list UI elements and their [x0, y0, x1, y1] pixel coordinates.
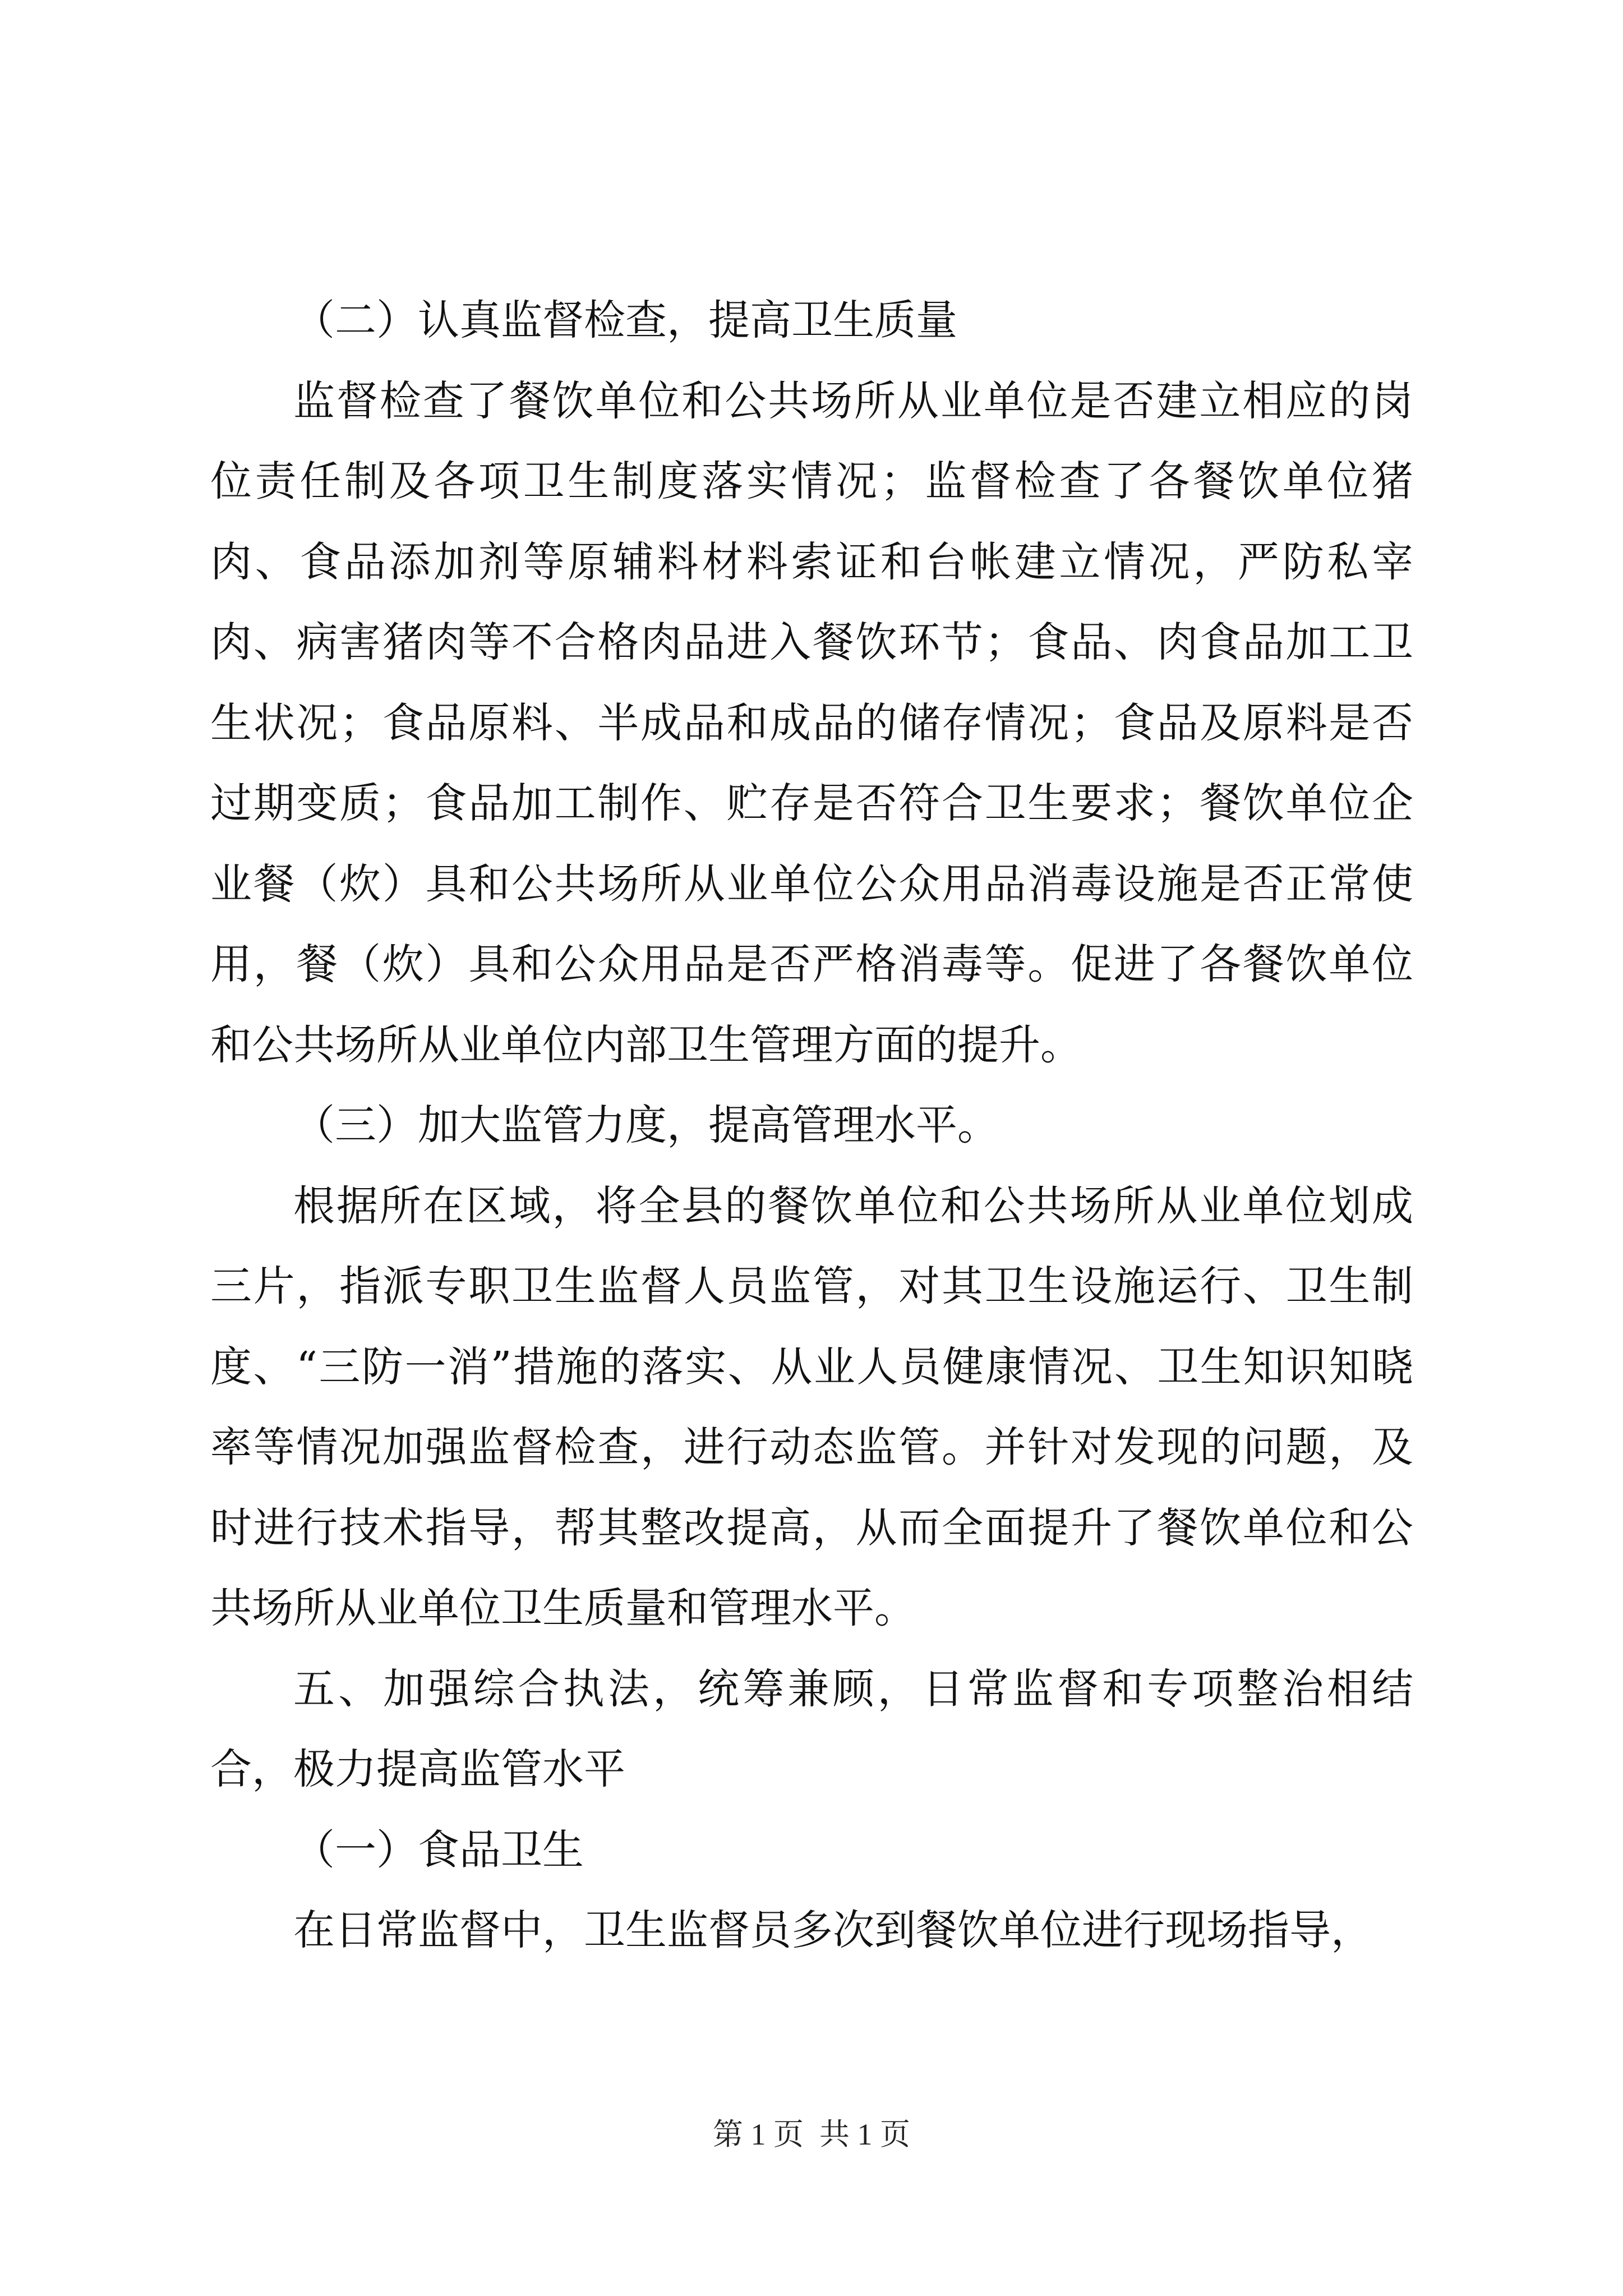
page-number: 第 1 页 [713, 2118, 804, 2151]
body-paragraph-supervision: 根据所在区域，将全县的餐饮单位和公共场所从业单位划成三片，指派专职卫生监督人员监管，对其卫生设施运行、卫生制度、“三防一消”措施的落实、从业人员健康情况、卫生知识知晓率等情况加强监督检查，进行动态监管。并针对发现的问题，及时进行技术指导，帮其整改提高，从而全面提升了餐饮单位和公共场所从业单位卫生质量和管理水平。 [210, 1181, 1413, 1632]
page-total: 共 1 页 [819, 2118, 910, 2151]
page-footer [0, 2115, 1623, 2154]
section-heading-3: （三）加大监管力度，提高管理水平。 [293, 1101, 999, 1149]
body-paragraph-daily-supervision: 在日常监督中，卫生监督员多次到餐饮单位进行现场指导， [293, 1906, 1372, 1954]
section-heading-2: （二）认真监督检查，提高卫生质量 [293, 296, 957, 344]
body-paragraph-inspection: 监督检查了餐饮单位和公共场所从业单位是否建立相应的岗位责任制及各项卫生制度落实情况；监督检查了各餐饮单位猪肉、食品添加剂等原辅料材料索证和台帐建立情况，严防私宰肉、病害猪肉等不合格肉品进入餐饮环节；食品、肉食品加工卫生状况；食品原料、半成品和成品的储存情况；食品及原料是否过期变质；食品加工制作、贮存是否符合卫生要求；餐饮单位企业餐（炊）具和公共场所从业单位公众用品消毒设施是否正常使用，餐（炊）具和公众用品是否严格消毒等。促进了各餐饮单位和公共场所从业单位内部卫生管理方面的提升。 [210, 376, 1413, 1069]
section-heading-5: 五、加强综合执法，统筹兼顾，日常监督和专项整治相结合，极力提高监管水平 [210, 1664, 1413, 1793]
subsection-heading-food-hygiene: （一）食品卫生 [293, 1825, 584, 1874]
document-body [210, 280, 1413, 1971]
